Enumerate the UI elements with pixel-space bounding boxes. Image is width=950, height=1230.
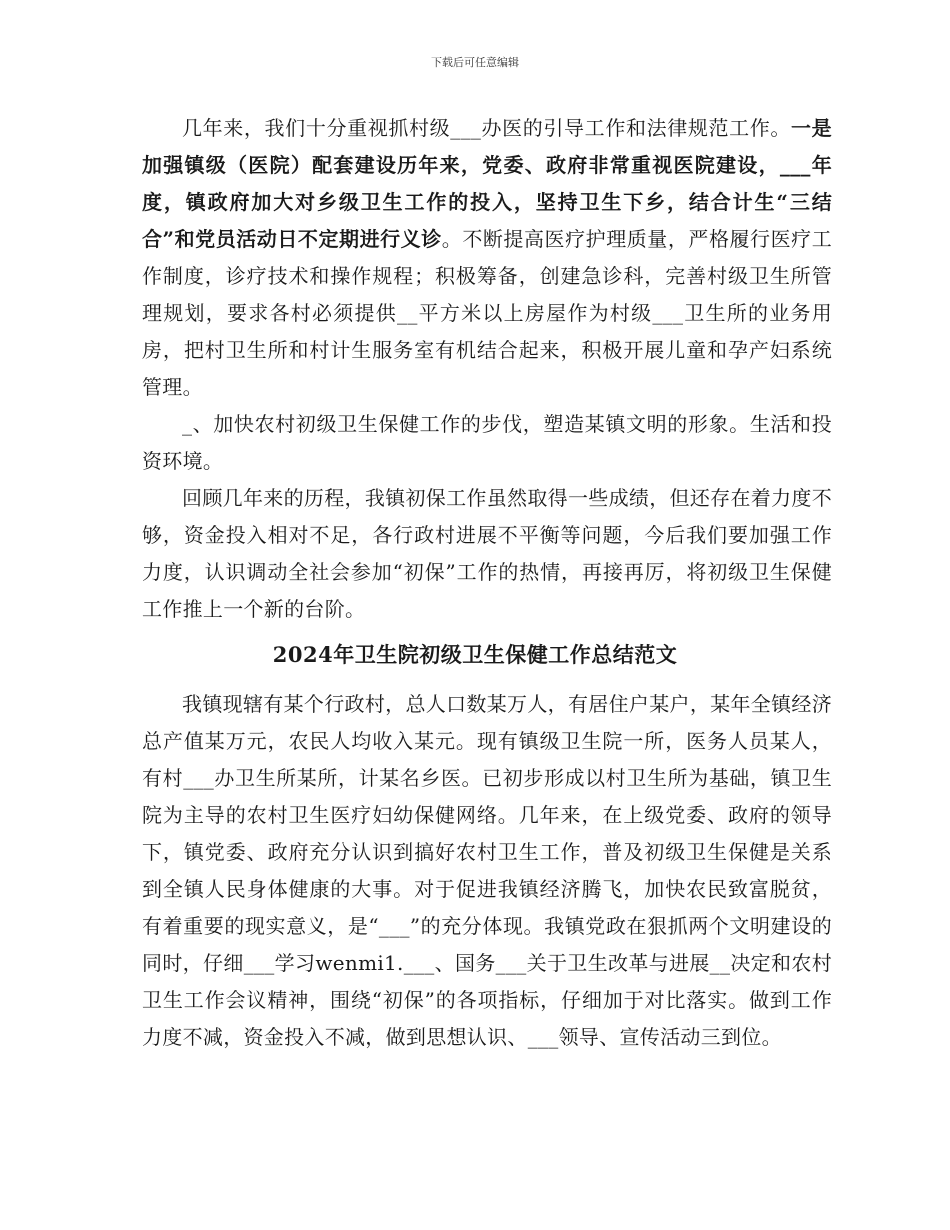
paragraph-3: 回顾几年来的历程，我镇初保工作虽然取得一些成绩，但还存在着力度不够，资金投入相对不足，各行政村进展不平衡等问题，今后我们要加强工作力度，认识调动全社会参加“初保”工作的热情，再接再厉，将初级卫生保健工作推上一个新的台阶。 [142,486,832,621]
document-title: 2024年卫生院初级卫生保健工作总结范文 [272,642,678,667]
paragraph-1-intro: 几年来，我们十分重视抓村级___办医的引导工作和法律规范工作。 [182,116,792,140]
section-1-body [142,110,832,628]
paragraph-1-bold-text: 一是加强镇级（医院）配套建设历年来，党委、政府非常重视医院建设，___年度，镇政府加大对乡级卫生工作的投入，坚持卫生下乡，结合计生“三结合”和党员活动日不定期进行义诊 [142,116,832,251]
paragraph-4: 我镇现辖有某个行政村，总人口数某万人，有居住户某户，某年全镇经济总产值某万元，农民人均收入某元。现有镇级卫生院一所，医务人员某人，有村___办卫生所某所，计某名乡医。已初步形成以村卫生所为基础，镇卫生院为主导的农村卫生医疗妇幼保健网络。几年来，在上级党委、政府的领导下，镇党委、政府充分认识到搞好农村卫生工作，普及初级卫生保健是关系到全镇人民身体健康的大事。对于促进我镇经济腾飞，加快农民致富脱贫，有着重要的现实意义，是“___”的充分体现。我镇党政在狠抓两个文明建设的同时，仔细___学习wenmi1.___、国务___关于卫生改革与进展__决定和农村卫生工作会议精神，围绕“初保”的各项指标，仔细加于对比落实。做到工作力度不减，资金投入不减，做到思想认识、___领导、宣传活动三到位。 [142,692,832,1049]
section-2-body [142,686,832,1056]
paragraph-1-rest: 。不断提高医疗护理质量，严格履行医疗工作制度，诊疗技术和操作规程；积极筹备，创建急诊科，完善村级卫生所管理规划，要求各村必须提供__平方米以上房屋作为村级___卫生所的业务用房，把村卫生所和村计生服务室有机结合起来，积极开展儿童和孕产妇系统管理。 [142,227,832,399]
paragraph-1 [142,110,832,406]
page-header-note: 下载后可任意编辑 [431,56,519,69]
paragraph-2: _、加快农村初级卫生保健工作的步伐，塑造某镇文明的形象。生活和投资环境。 [142,412,832,473]
